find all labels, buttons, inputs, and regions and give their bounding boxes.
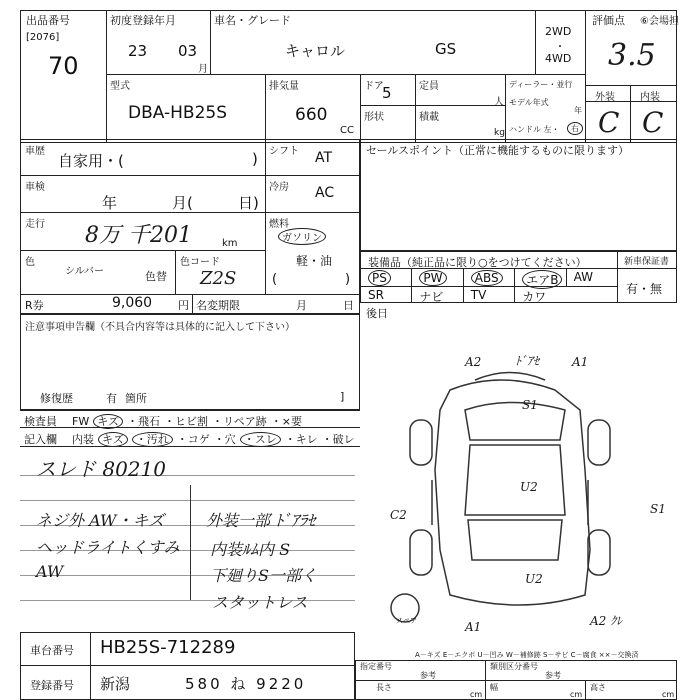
equipment-row-1 — [360, 269, 617, 286]
equipment-item-カワ: カワ — [522, 290, 547, 304]
interior-label: 内装 — [640, 92, 660, 103]
equipment-item-ナビ: ナビ — [419, 290, 444, 304]
inspector-item: ・飛石 — [127, 415, 160, 428]
inspection-year: 年 — [102, 194, 118, 212]
ac-value: AC — [315, 185, 335, 201]
inspection-label: 車検 — [25, 182, 45, 193]
load-unit: kg — [494, 128, 505, 138]
mileage-label: 走行 — [25, 219, 45, 230]
inspector-item: ・スレ — [240, 432, 281, 447]
recycle-value: 9,060 — [112, 295, 153, 311]
inspector-item: ・汚れ — [132, 432, 173, 447]
color-label: 色 — [25, 257, 35, 268]
fuel-paren-open: ( — [272, 272, 278, 287]
bottom-sub-2: 参考 — [545, 671, 561, 680]
equipment-item-PW: PW — [419, 270, 446, 286]
equipment-row-2 — [360, 287, 617, 303]
entry-label: 記入欄 — [24, 433, 57, 446]
mark-c2-left: C2 — [390, 508, 407, 522]
mileage-value: 8万 千201 — [85, 223, 192, 248]
lot-label: 出品番号 — [26, 14, 70, 27]
note-line-4b: 下廻りS一部く — [210, 566, 317, 585]
model-value: DBA-HB25S — [128, 103, 228, 123]
equipment-item-PS: PS — [368, 270, 391, 286]
sales-point-label: セールスポイント（正常に機能するものに限ります） — [366, 144, 630, 157]
bracket-mark — [190, 485, 199, 600]
length-label: 長さ — [376, 683, 392, 692]
ac-label: 冷房 — [269, 182, 289, 193]
note-line-4a: AW — [36, 562, 64, 581]
handle-right: 右 — [567, 122, 583, 135]
recycle-label: R券 — [25, 299, 44, 312]
dealer-label: ディーラー・並行 — [509, 80, 573, 89]
score-value: 3.5 — [608, 38, 656, 73]
note-line-5b: スタットレス — [212, 593, 308, 612]
note-line-2b: 外装一部 ﾄﾞｱﾗｾ — [206, 511, 316, 530]
inspector-item: FW — [72, 415, 90, 428]
history-close: ) — [252, 150, 258, 168]
inspector-item: ・コゲ — [176, 433, 210, 446]
repair-place: 箇所 — [125, 392, 147, 405]
warranty-label: 新車保証書 — [624, 257, 670, 267]
equipment-item-ABS: ABS — [471, 270, 503, 286]
repair-label: 修復歴 — [40, 392, 73, 405]
mark-u2-center: U2 — [520, 480, 538, 494]
inspector-row-1 — [72, 413, 306, 429]
name-change-label: 名変期限 — [196, 299, 240, 312]
car-damage-diagram — [380, 350, 680, 640]
first-reg-year: 23 — [128, 42, 148, 60]
chassis-number: HB25S-712289 — [100, 637, 236, 658]
drive-2wd: 2WD — [545, 25, 572, 38]
note-line-2a: ネジ外 AW・キズ — [36, 511, 165, 530]
repair-close: ] — [340, 390, 345, 403]
first-reg-month: 03 — [178, 42, 198, 60]
mark-front: ﾄﾞｱｾ — [515, 354, 540, 368]
shift-value: AT — [315, 150, 333, 166]
name-change-month: 月 — [296, 299, 307, 312]
mileage-unit: km — [222, 238, 238, 249]
inspector-item: ・破レ — [321, 433, 355, 446]
equipment-item-SR: SR — [368, 288, 384, 302]
load-label: 積載 — [419, 112, 439, 123]
inspector-item: キズ — [98, 432, 128, 447]
note-line-3a: ヘッドライトくすみ — [36, 538, 180, 557]
drive-4wd: 4WD — [545, 52, 572, 65]
inspector-item: ・穴 — [213, 433, 236, 446]
displacement-unit: CC — [340, 125, 354, 136]
note-line-3b: 内装ﾙﾑ内 S — [210, 540, 291, 559]
name-change-day: 日 — [343, 299, 354, 312]
reg-number: 580 ね 9220 — [185, 675, 307, 693]
equipment-label: 装備品（純正品に限り○をつけてください） — [368, 256, 587, 269]
notice-label: 注意事項申告欄（不具合内容等は具体的に記入して下さい） — [25, 322, 295, 333]
mark-a2-rear: A2 ｸﾚ — [590, 614, 623, 628]
width-label: 幅 — [490, 683, 498, 692]
inspector-label: 検査員 — [24, 415, 57, 428]
car-name-label: 車名・グレード — [214, 14, 291, 27]
recycle-unit: 円 — [178, 299, 189, 312]
equipment-item-AW: AW — [573, 270, 594, 284]
exterior-label: 外装 — [595, 92, 615, 103]
fuel-value: ガソリン — [278, 228, 326, 245]
mark-a2-front: A2 — [465, 355, 482, 369]
mark-a1-rear: A1 — [465, 620, 482, 634]
handle-label: ハンドル 左・ — [509, 125, 560, 134]
lot-sub: [2076] — [26, 32, 60, 43]
door-label: ドア — [364, 81, 384, 92]
capacity-label: 定員 — [419, 81, 439, 92]
displacement-value: 660 — [295, 105, 328, 125]
drive-dot: ・ — [555, 42, 565, 53]
bottom-label-2: 類別区分番号 — [490, 662, 538, 671]
shape-label: 形状 — [364, 112, 384, 123]
reg-prefecture: 新潟 — [100, 675, 131, 693]
month-unit: 月 — [198, 64, 208, 75]
inspector-item: ・キレ — [284, 433, 318, 446]
mark-u2-rear: U2 — [525, 572, 543, 586]
mark-a1-front: A1 — [572, 355, 589, 369]
mark-s1-right: S1 — [650, 502, 666, 516]
inspection-month: 月( — [172, 194, 193, 212]
shift-label: シフト — [269, 146, 299, 157]
damage-legend: A－キズ E－エクボ U－凹み W－補修跡 S－サビ C－腐食 ××－交換済 — [415, 651, 639, 659]
model-label: 型式 — [110, 81, 130, 92]
fuel-alt: 軽・油 — [296, 254, 333, 268]
history-label: 車歴 — [25, 146, 45, 157]
inspection-day: 日) — [238, 194, 259, 212]
equipment-item-エアB: エアB — [522, 270, 562, 289]
chassis-label: 車台番号 — [30, 644, 74, 657]
grade: GS — [435, 40, 457, 58]
first-reg-label: 初度登録年月 — [110, 14, 176, 27]
inspector-item: ・リペア跡 — [212, 415, 267, 428]
warranty-value: 有・無 — [626, 282, 663, 296]
color-code-label: 色コード — [180, 257, 220, 268]
score-label: 評価点 — [592, 14, 625, 27]
bottom-label-1: 指定番号 — [360, 662, 392, 671]
door-value: 5 — [382, 84, 392, 102]
equipment-item-TV: TV — [470, 288, 487, 302]
inspector-item: ・×要 — [270, 415, 302, 428]
history-value: 自家用・( — [58, 152, 124, 170]
interior-grade: C — [642, 106, 664, 139]
later-label: 後日 — [366, 307, 388, 320]
height-unit: cm — [662, 690, 675, 699]
fuel-label: 燃料 — [269, 219, 289, 230]
year-unit: 年 — [574, 106, 582, 115]
inspector-item: キズ — [93, 414, 123, 429]
color-value: シルバー — [65, 266, 105, 277]
color-change-label: 色替 — [145, 270, 167, 283]
inspector-row-2 — [72, 431, 359, 447]
fuel-paren-close: ) — [345, 272, 351, 287]
color-code: Z2S — [200, 268, 237, 289]
lot-number: 70 — [48, 52, 79, 80]
bottom-sub-1: 参考 — [420, 671, 436, 680]
reg-label: 登録番号 — [30, 679, 74, 692]
model-year-label: モデル年式 — [509, 98, 549, 107]
inspector-item: 内装 — [72, 433, 94, 446]
width-unit: cm — [570, 690, 583, 699]
length-unit: cm — [470, 690, 483, 699]
displacement-label: 排気量 — [269, 81, 299, 92]
note-line-1: スレド 80210 — [36, 457, 166, 481]
spare-label: スペア — [396, 617, 417, 625]
car-name: キャロル — [285, 42, 346, 60]
capacity-unit: 人 — [494, 97, 504, 108]
exterior-grade: C — [598, 106, 620, 139]
repair-value: 有 — [106, 392, 117, 405]
inspector-item: ・ヒビ割 — [164, 415, 208, 428]
inspector-mark: ⑥会場担 — [640, 16, 679, 27]
mark-s1-roof: S1 — [522, 398, 538, 412]
height-label: 高さ — [590, 683, 606, 692]
